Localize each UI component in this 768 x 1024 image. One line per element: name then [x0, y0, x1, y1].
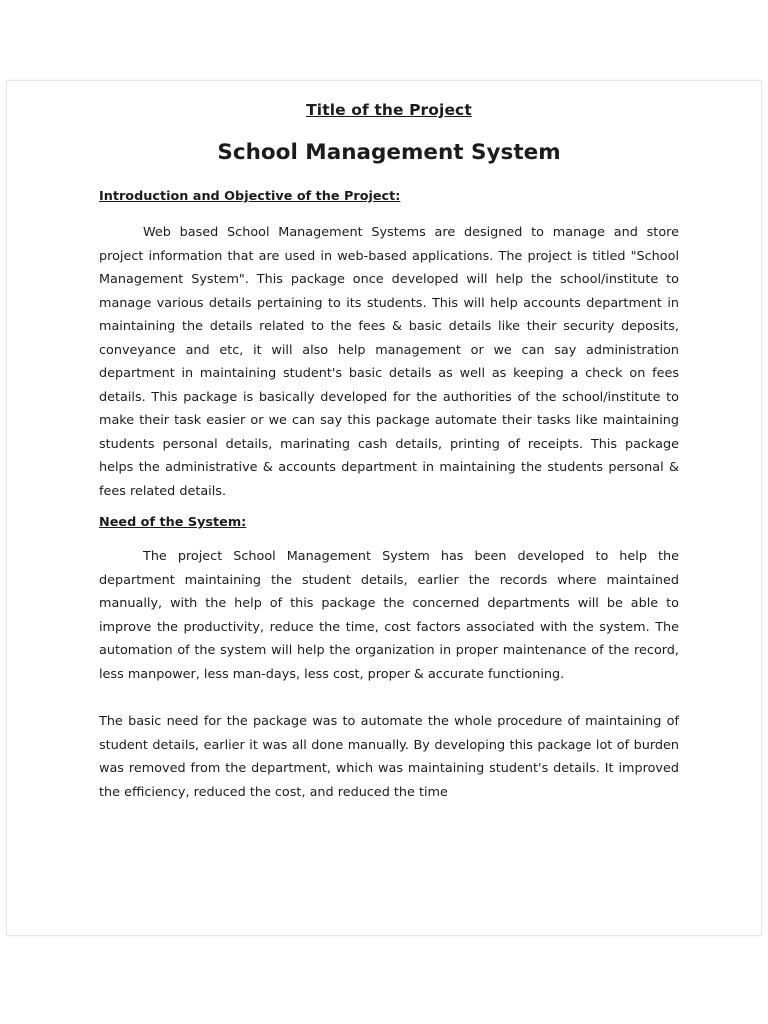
need-paragraph-2: The basic need for the package was to automate the whole procedure of maintaining of student details, earlier it was all done manually. By developing this package lot of burden was removed from the department, which was maintaining student's details. It improved the efficiency, reduced the cost, and reduced the time [99, 714, 679, 800]
need-paragraph-1: The project School Management System has been developed to help the department maintaining the student details, earlier the records where maintained manually, with the help of this package the concerned departments will be able to improve the productivity, reduce the time, cost factors associated with the system. The automation of the system will help the organization in proper maintenance of the record, less manpower, less man-days, less cost, proper & accurate functioning. [99, 549, 679, 682]
page-content [99, 97, 679, 804]
project-label: Title of the Project [306, 101, 472, 119]
document-page [6, 80, 762, 936]
intro-paragraph: Web based School Management Systems are designed to manage and store project information that are used in web-based applications. The project is titled "School Management System". This package once developed will help the school/institute to manage various details pertaining to its students. This will help accounts department in maintaining the details related to the fees & basic details like their security deposits, conveyance and etc, it will also help management or we can say administration department in maintaining student's basic details as well as keeping a check on fees details. This package is basically developed for the authorities of the school/institute to make their task easier or we can say this package automate their tasks like maintaining students personal details, marinating cash details, printing of receipts. This package helps the administrative & accounts department in maintaining the students personal & fees related details. [99, 225, 679, 499]
need-heading: Need of the System: [99, 515, 247, 530]
project-title: School Management System [217, 140, 561, 165]
intro-heading: Introduction and Objective of the Project: [99, 189, 401, 204]
